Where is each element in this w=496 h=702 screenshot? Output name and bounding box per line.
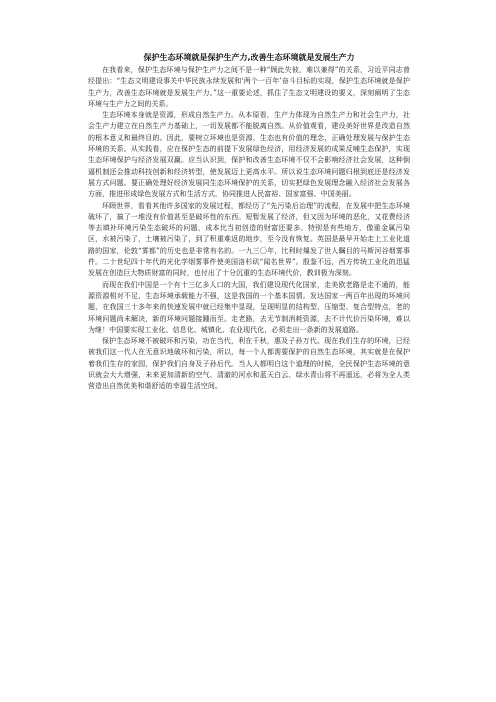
paragraph-5: 保护生态环境不被破坏和污染，功在当代，利在千秋，惠及子孙万代。现在我们生存的环境，已经被我们这一代人在无意识地破坏和污染，所以，每一个人都需要保护的自然生态环境，其实就是在保护着我们生存的家园，保护我们自身及子孙后代。当人人都明白这个道理的时候，全民保护生态环境的意识就会大大增强，未来更加清新的空气、清澈的河水和蓝天白云、绿水青山将不再遥远，必将为全人类营造出自然优美和谐舒适的幸福生活空间。 (88, 337, 410, 391)
document-page (88, 52, 410, 393)
paragraph-3: 环顾世界，看看其他许多国家的发展过程，都经历了“先污染后治理”的流程，在发展中把生态环境破坏了，搞了一堆没有价值甚至是破坏性的东西。短暂发展了经济，但又因为环境的恶化，又花费经济等去填补环境污染生态破坏的问题，成本比当初创造的财富还要多。特别是有些地方，像重金属污染区，水被污染了，土壤被污染了，到了积重难返的地步，至今没有恢复。英国是最早开始走上工业化道路的国家，伦敦“雾都”的历史也是非常有名的。一九三〇年，比利时爆发了世人瞩目的马斯河谷烟雾事件。二十世纪四十年代的光化学烟雾事件使美国洛杉矶“闻名世界”。殷鉴不远，西方传统工业化的迅猛发展在创造巨大物质财富的同时，也付出了十分沉重的生态环境代价，教训极为深刻。 (88, 201, 410, 278)
paragraph-2: 生态环境本身就是资源，形成自然生产力。从本原看，生产力体现为自然生产力和社会生产力，社会生产力建立在自然生产力基础上，一切发展都不能脱离自然。从价值观看，建设美好世界是改造自然的根本意义和最终目的。因此，要树立环境也是资源、生态也有价值的理念，正确处理发展与保护生态环境的关系。从实践看，应在保护生态的前提下发展绿色经济，用经济发展的成果反哺生态保护，实现生态环境保护与经济发展双赢。应当认识到，保护和改善生态环境不仅不会影响经济社会发展，这种倒逼机制还会推动科技创新和经济转型，使发展迈上更高水平。所以说生态环境问题归根到底还是经济发展方式问题。要正确处理好经济发展同生态环境保护的关系，切实把绿色发展理念融入经济社会发展各方面，推进形成绿色发展方式和生活方式，协同推进人民富裕、国家富强、中国美丽。 (88, 111, 410, 199)
paragraph-1: 在我看来，保护生态环境与保护生产力之间不是一种“顾此失彼，难以兼得”的关系，习近平同志曾经提出：“生态文明建设事关中华民族永续发展和‘两个一百年’奋斗目标的实现，保护生态环境就是保护生产力，改善生态环境就是发展生产力。”这一重要论述，抓住了生态文明建设的要义，深刻阐明了生态环境与生产力之间的关系。 (88, 66, 410, 108)
paragraph-4: 而现在我们中国是一个有十三亿多人口的大国，我们建设现代化国家，走美欧老路是走不通的，能源资源相对不足、生态环境承载能力不强，这是我国的一个基本国情。发达国家一两百年出现的环境问题，在我国三十多年来的快速发展中就已经集中显现，呈现明显的结构型、压缩型、复合型特点，老的环境问题尚未解决，新的环境问题接踵而至。走老路，去无节制消耗资源，去不计代价污染环境，难以为继！中国要实现工业化、信息化、城镇化、农业现代化，必须走出一条新的发展道路。 (88, 280, 410, 334)
document-title: 保护生态环境就是保护生产力,改善生态环境就是发展生产力 (143, 53, 355, 62)
